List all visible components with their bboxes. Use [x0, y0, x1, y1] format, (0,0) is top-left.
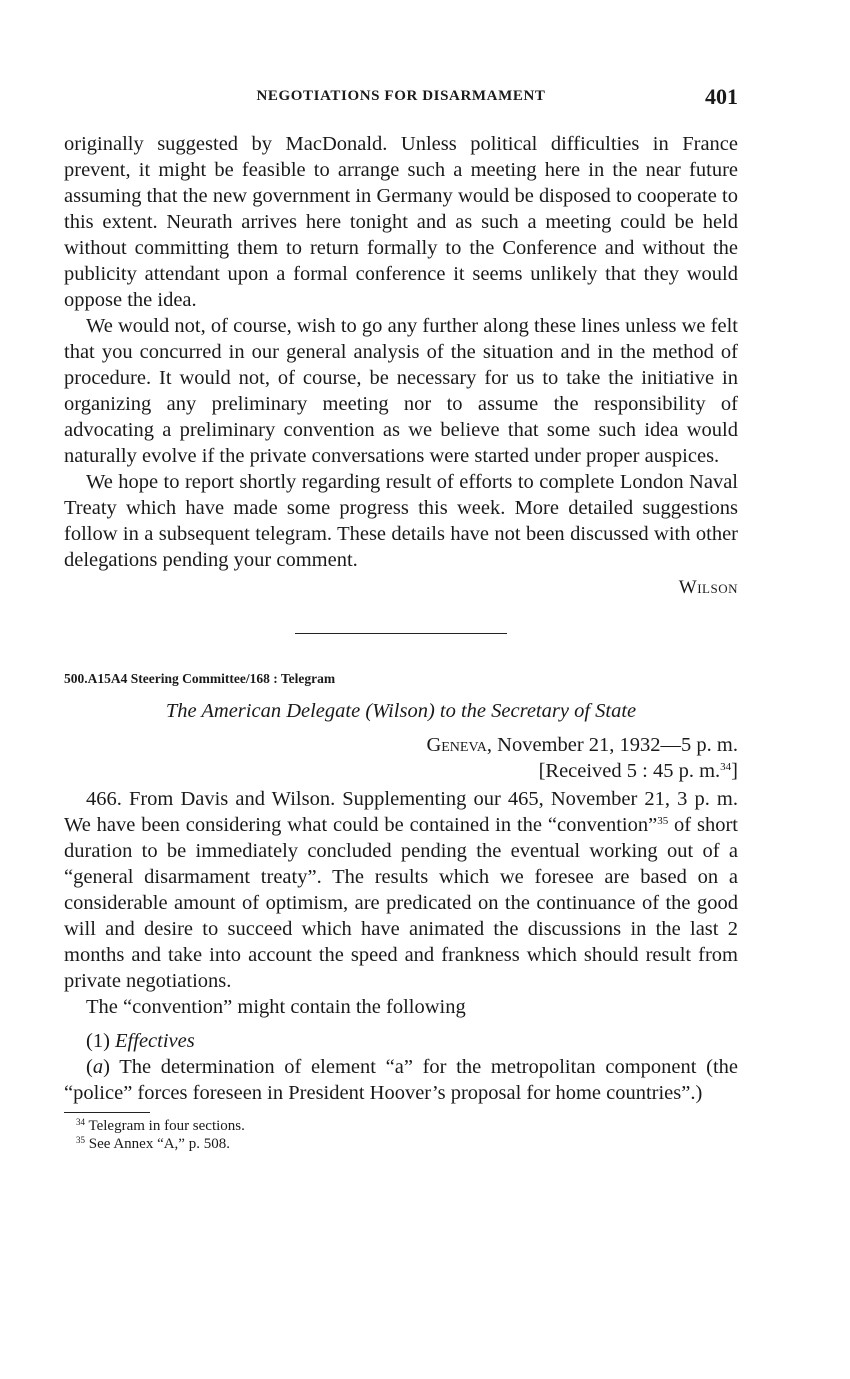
running-title: NEGOTIATIONS FOR DISARMAMENT [256, 88, 546, 104]
sub-item-label: a [92, 1056, 104, 1078]
footnote-number: 34 [76, 1117, 85, 1127]
footnote-divider [64, 1112, 150, 1113]
footnote-text: See Annex “A,” p. 508. [88, 1136, 230, 1152]
footnote-marker: 34 [720, 761, 732, 773]
dateline [64, 732, 738, 758]
paragraph-text: of short duration to be immediately concluded pending the eventual working out of a “general disarmament treaty”. The results which we foresee are based on a considerable amount of optimism, are predicated on the continuance of the good will and desire to succeed which have animated the discussions in the last 2 months and take into account the speed and frankness which should result from private negotiations. [64, 814, 738, 992]
sub-item-text: The determination of element “a” for the metropolitan component (the “police” forces foreseen in President Hoover’s proposal for home countries”.) [64, 1056, 738, 1104]
document-title: The American Delegate (Wilson) to the Secretary of State [165, 700, 637, 722]
file-reference: 500.A15A4 Steering Committee/168 : Telegram [64, 671, 336, 686]
section-divider [295, 633, 507, 634]
list-item-heading [64, 1028, 738, 1054]
footnote-text: Telegram in four sections. [88, 1118, 245, 1134]
paragraph: The “convention” might contain the following [86, 996, 466, 1018]
dateline-place: Geneva [426, 734, 487, 756]
sub-item: (a) The determination of element “a” for the metropolitan component (the “police” forces foreseen in President Hoover’s proposal for home countries”.) [64, 1056, 738, 1104]
footnote [64, 1117, 738, 1135]
paragraph-text: 466. From Davis and Wilson. Supplementing our 465, November 21, 3 p. m. We have been considering what could be contained in the “convention” [64, 788, 738, 836]
page-number: 401 [705, 84, 738, 109]
dateline-date: , November 21, 1932—5 p. m. [486, 734, 738, 756]
paragraph: We would not, of course, wish to go any further along these lines unless we felt that you concurred in our general analysis of the situation and in the method of procedure. It would not, of course, be necessary for us to take the initiative in organizing any preliminary meeting nor to assume the responsibility of advocating a preliminary convention as we believe that some such idea would naturally evolve if the private conversations were started under proper auspices. [64, 315, 738, 467]
paragraph-continuation: originally suggested by MacDonald. Unless political difficulties in France prevent, it might be feasible to arrange such a meeting here in the near future assuming that the new government in Germany would be disposed to cooperate to this extent. Neurath arrives here tonight and as such a meeting could be held without committing them to return formally to the Conference and without the publicity attendant upon a formal conference it seems unlikely that they would oppose the idea. [64, 133, 738, 311]
received-close: ] [731, 760, 738, 782]
page-body [64, 131, 738, 1153]
received-line [64, 758, 738, 784]
paragraph: We hope to report shortly regarding result of efforts to complete London Naval Treaty which have made some progress this week. More detailed suggestions follow in a subsequent telegram. These details have not been discussed with other delegations pending your comment. [64, 471, 738, 571]
paragraph [64, 786, 738, 994]
running-head [64, 84, 738, 114]
item-title: Effectives [115, 1030, 195, 1052]
footnote-number: 35 [76, 1135, 85, 1145]
item-number: (1) [86, 1030, 110, 1052]
footnote-marker: 35 [657, 815, 669, 827]
signature: Wilson [678, 577, 738, 598]
footnote [64, 1135, 738, 1153]
received-text: [Received 5 : 45 p. m. [538, 760, 721, 782]
